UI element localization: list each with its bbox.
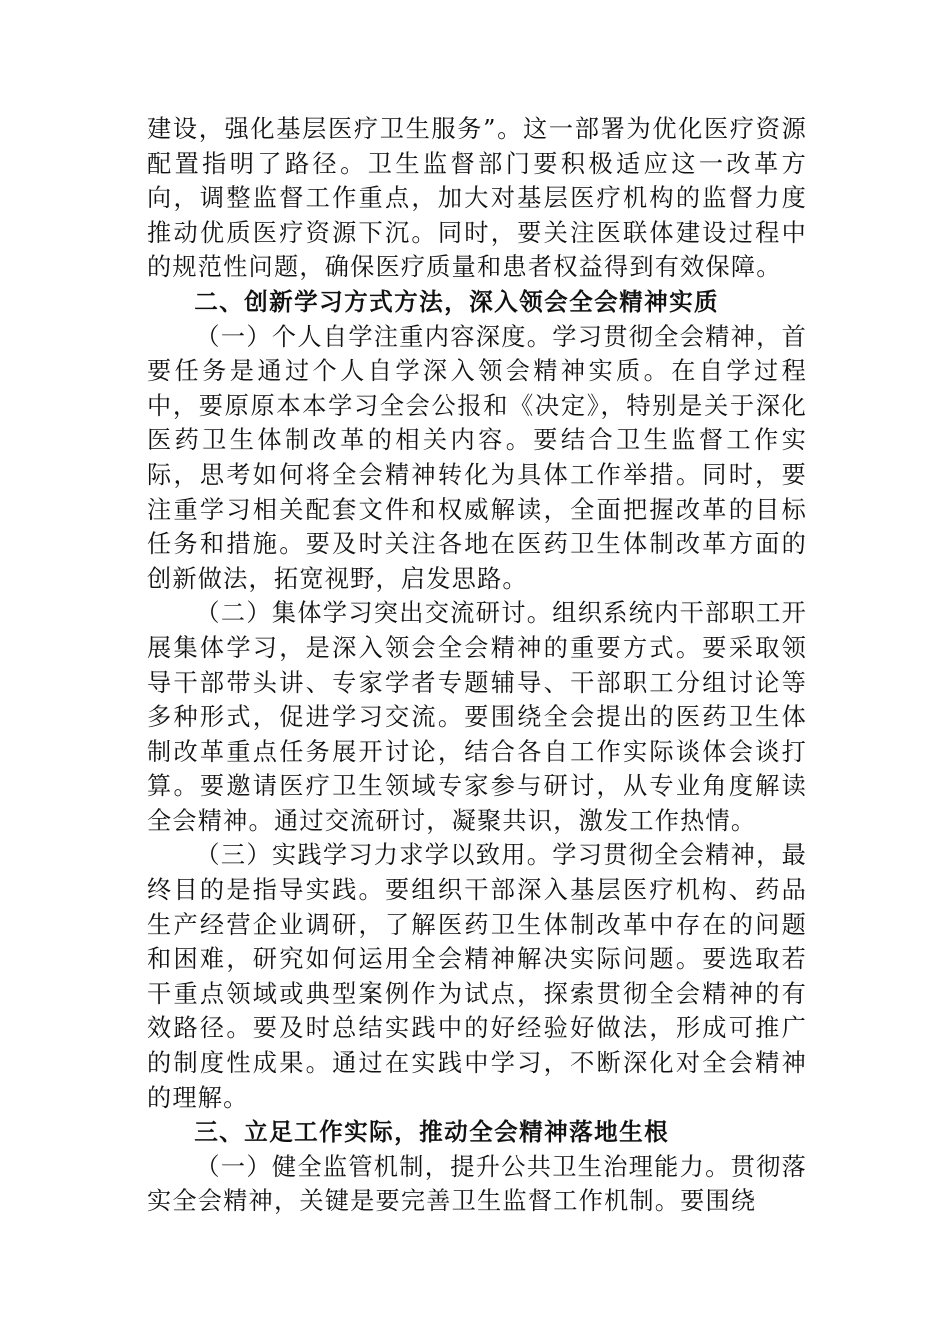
paragraph-2-2: （二）集体学习突出交流研讨。组织系统内干部职工开展集体学习，是深入领会全会精神的重要方式。要采取领导干部带头讲、专家学者专题辅导、干部职工分组讨论等多种形式，促进学习交流。要围绕全会提出的医药卫生体制改革重点任务展开讨论，结合各自工作实际谈体会谈打算。要邀请医疗卫生领域专家参与研讨，从专业角度解读全会精神。通过交流研讨，凝聚共识，激发工作热情。 (147, 599, 807, 835)
paragraph-3-1: （一）健全监管机制，提升公共卫生治理能力。贯彻落实全会精神，关键是要完善卫生监督工作机制。要围绕 (147, 1152, 807, 1216)
document-body (147, 112, 807, 1219)
paragraph-continuation: 建设，强化基层医疗卫生服务”。这一部署为优化医疗资源配置指明了路径。卫生监督部门要积极适应这一改革方向，调整监督工作重点，加大对基层医疗机构的监督力度推动优质医疗资源下沉。同时，要关注医联体建设过程中的规范性问题，确保医疗质量和患者权益得到有效保障。 (147, 115, 807, 282)
paragraph-2-3: （三）实践学习力求学以致用。学习贯彻全会精神，最终目的是指导实践。要组织干部深入基层医疗机构、药品生产经营企业调研，了解医药卫生体制改革中存在的问题和困难，研究如何运用全会精神解决实际问题。要选取若干重点领域或典型案例作为试点，探索贯彻全会精神的有效路径。要及时总结实践中的好经验好做法，形成可推广的制度性成果。通过在实践中学习，不断深化对全会精神的理解。 (147, 841, 807, 1112)
section-heading-2: 二、创新学习方式方法，深入领会全会精神实质 (194, 287, 720, 316)
paragraph-2-1: （一）个人自学注重内容深度。学习贯彻全会精神，首要任务是通过个人自学深入领会精神实质。在自学过程中，要原原本本学习全会公报和《决定》，特别是关于深化医药卫生体制改革的相关内容。要结合卫生监督工作实际，思考如何将全会精神转化为具体工作举措。同时，要注重学习相关配套文件和权威解读，全面把握改革的目标任务和措施。要及时关注各地在医药卫生体制改革方面的创新做法，拓宽视野，启发思路。 (147, 322, 807, 593)
section-heading-3: 三、立足工作实际，推动全会精神落地生根 (194, 1118, 670, 1147)
